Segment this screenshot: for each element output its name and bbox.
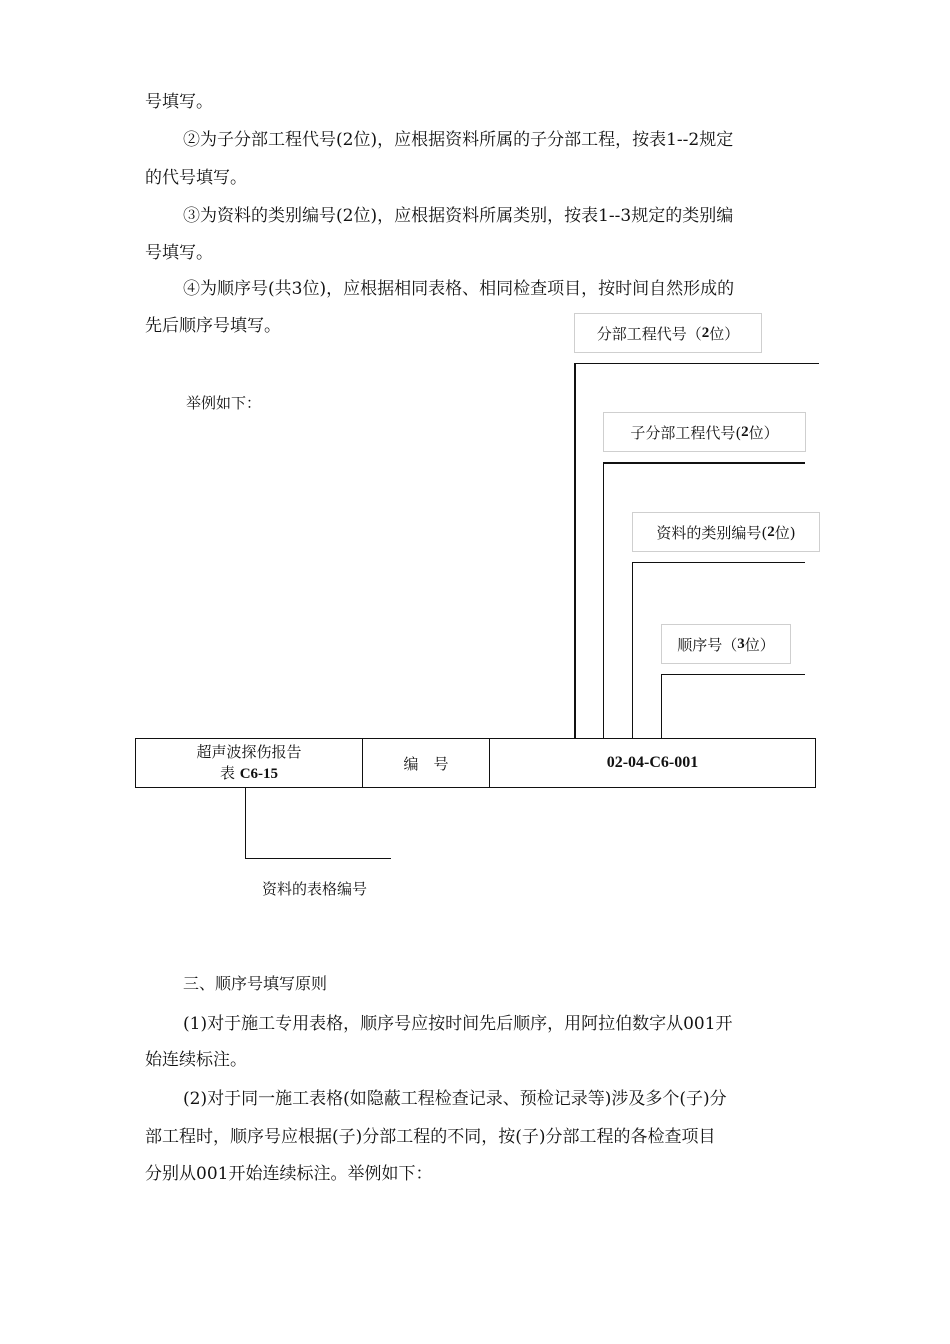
connector-line [661,674,662,739]
para-line: 先后顺序号填写。 [145,316,281,336]
label-num: 2 [767,523,775,540]
connector-line [603,462,604,739]
label-division-code [574,313,762,353]
section-heading: 三、顺序号填写原则 [183,974,328,993]
table-form-number [220,763,278,785]
connector-line [661,674,805,675]
para-line: 号填写。 [145,243,213,263]
para-line: ④为顺序号(共3位)，应根据相同表格、相同检查项目，按时间自然形成的 [183,279,735,299]
connector-line [632,562,633,739]
table-title: 超声波探伤报告 [196,742,302,761]
label-sequence-number [661,624,791,664]
label-num: 2 [701,324,710,341]
connector-line [245,858,391,859]
label-text: 顺序号（ [677,635,738,654]
table-title-cell [136,739,362,787]
label-subdivision-code [603,412,806,452]
connector-line [603,462,805,464]
para-line: ②为子分部工程代号(2位)，应根据资料所属的子分部工程，按表1--2规定 [183,130,734,150]
label-category-code [632,512,820,552]
example-label: 举例如下： [186,394,262,412]
table-number-label: 编 号 [403,754,449,773]
label-text: 资料的类别编号( [656,523,768,542]
connector-line [574,363,576,739]
label-num: 3 [737,635,745,652]
table-border [135,787,816,788]
label-end: 位） [744,635,775,654]
para-line: (2)对于同一施工表格(如隐蔽工程检查记录、预检记录等)涉及多个(子)分 [183,1089,727,1109]
label-text: 分部工程代号（ [596,324,702,343]
table-code-value: 02-04-C6-001 [606,754,699,771]
form-number-label: 资料的表格编号 [262,880,368,898]
label-end: 位） [748,423,779,442]
label-end: 位） [709,324,740,343]
table-form-code: C6-15 [239,765,279,782]
label-num: 2 [741,423,749,440]
para-line: 始连续标注。 [145,1050,247,1070]
connector-line [632,562,805,563]
connector-line [574,363,819,364]
para-line: (1)对于施工专用表格，顺序号应按时间先后顺序，用阿拉伯数字从001开 [183,1014,733,1034]
table-form-prefix: 表 [219,763,240,782]
para-line: 分别从001开始连续标注。举例如下： [145,1164,433,1184]
para-line: 的代号填写。 [145,168,247,188]
label-end: 位) [774,523,796,542]
table-border [815,738,816,788]
connector-line [245,787,246,859]
para-line: 号填写。 [145,92,213,112]
para-line: ③为资料的类别编号(2位)，应根据资料所属类别，按表1--3规定的类别编 [183,206,734,226]
para-line: 部工程时，顺序号应根据(子)分部工程的不同，按(子)分部工程的各检查项目 [145,1127,716,1147]
label-text: 子分部工程代号( [630,423,742,442]
